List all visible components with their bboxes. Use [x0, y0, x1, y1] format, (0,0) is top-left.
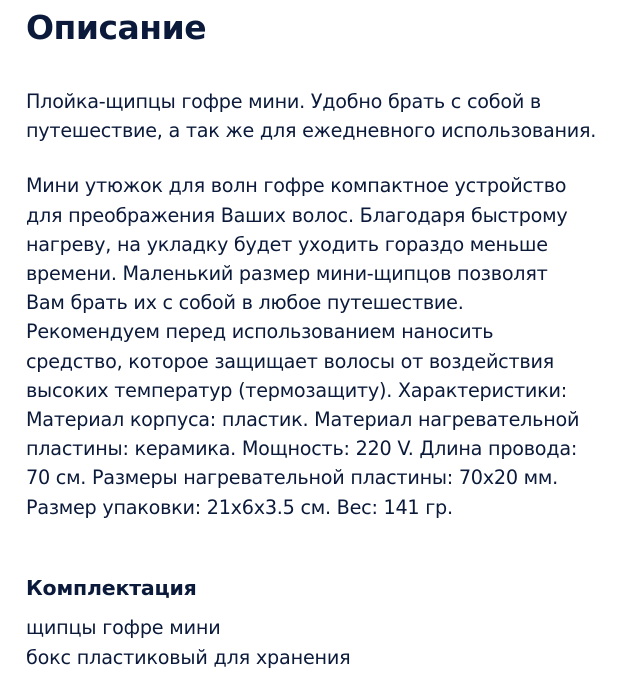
- description-line: высоких температур (термозащиту). Характеристики:: [26, 378, 567, 402]
- description-line: 70 см. Размеры нагревательной пластины: 70х20 мм.: [26, 466, 558, 490]
- description-line: средство, которое защищает волосы от воздействия: [26, 349, 554, 373]
- description-line: Мини утюжок для волн гофре компактное устройство: [26, 174, 567, 198]
- kit-list: [26, 613, 620, 673]
- description-line: пластины: керамика. Мощность: 220 V. Длина провода:: [26, 437, 578, 461]
- kit-item: щипцы гофре мини: [26, 615, 221, 639]
- description-line: Размер упаковки: 21х6х3.5 см. Вес: 141 гр.: [26, 495, 453, 519]
- description-line: времени. Маленький размер мини-щипцов позволят: [26, 262, 548, 286]
- description-line: путешествие, а так же для ежедневного использования.: [26, 119, 597, 143]
- description-line: Рекомендуем перед использованием наносить: [26, 320, 494, 344]
- description-paragraph-details: [26, 171, 620, 521]
- description-line: нагреву, на укладку будет уходить гораздо меньше: [26, 232, 548, 256]
- kit-title: Комплектация: [26, 575, 197, 600]
- description-line: для преображения Ваших волос. Благодаря быстрому: [26, 203, 568, 227]
- description-line: Материал корпуса: пластик. Материал нагревательной: [26, 408, 580, 432]
- description-title: Описание: [26, 8, 207, 47]
- description-paragraph-short: [26, 87, 620, 145]
- kit-item: бокс пластиковый для хранения: [26, 645, 351, 669]
- description-line: Вам брать их с собой в любое путешествие.: [26, 291, 464, 315]
- description-line: Плойка-щипцы гофре мини. Удобно брать с собой в: [26, 90, 541, 113]
